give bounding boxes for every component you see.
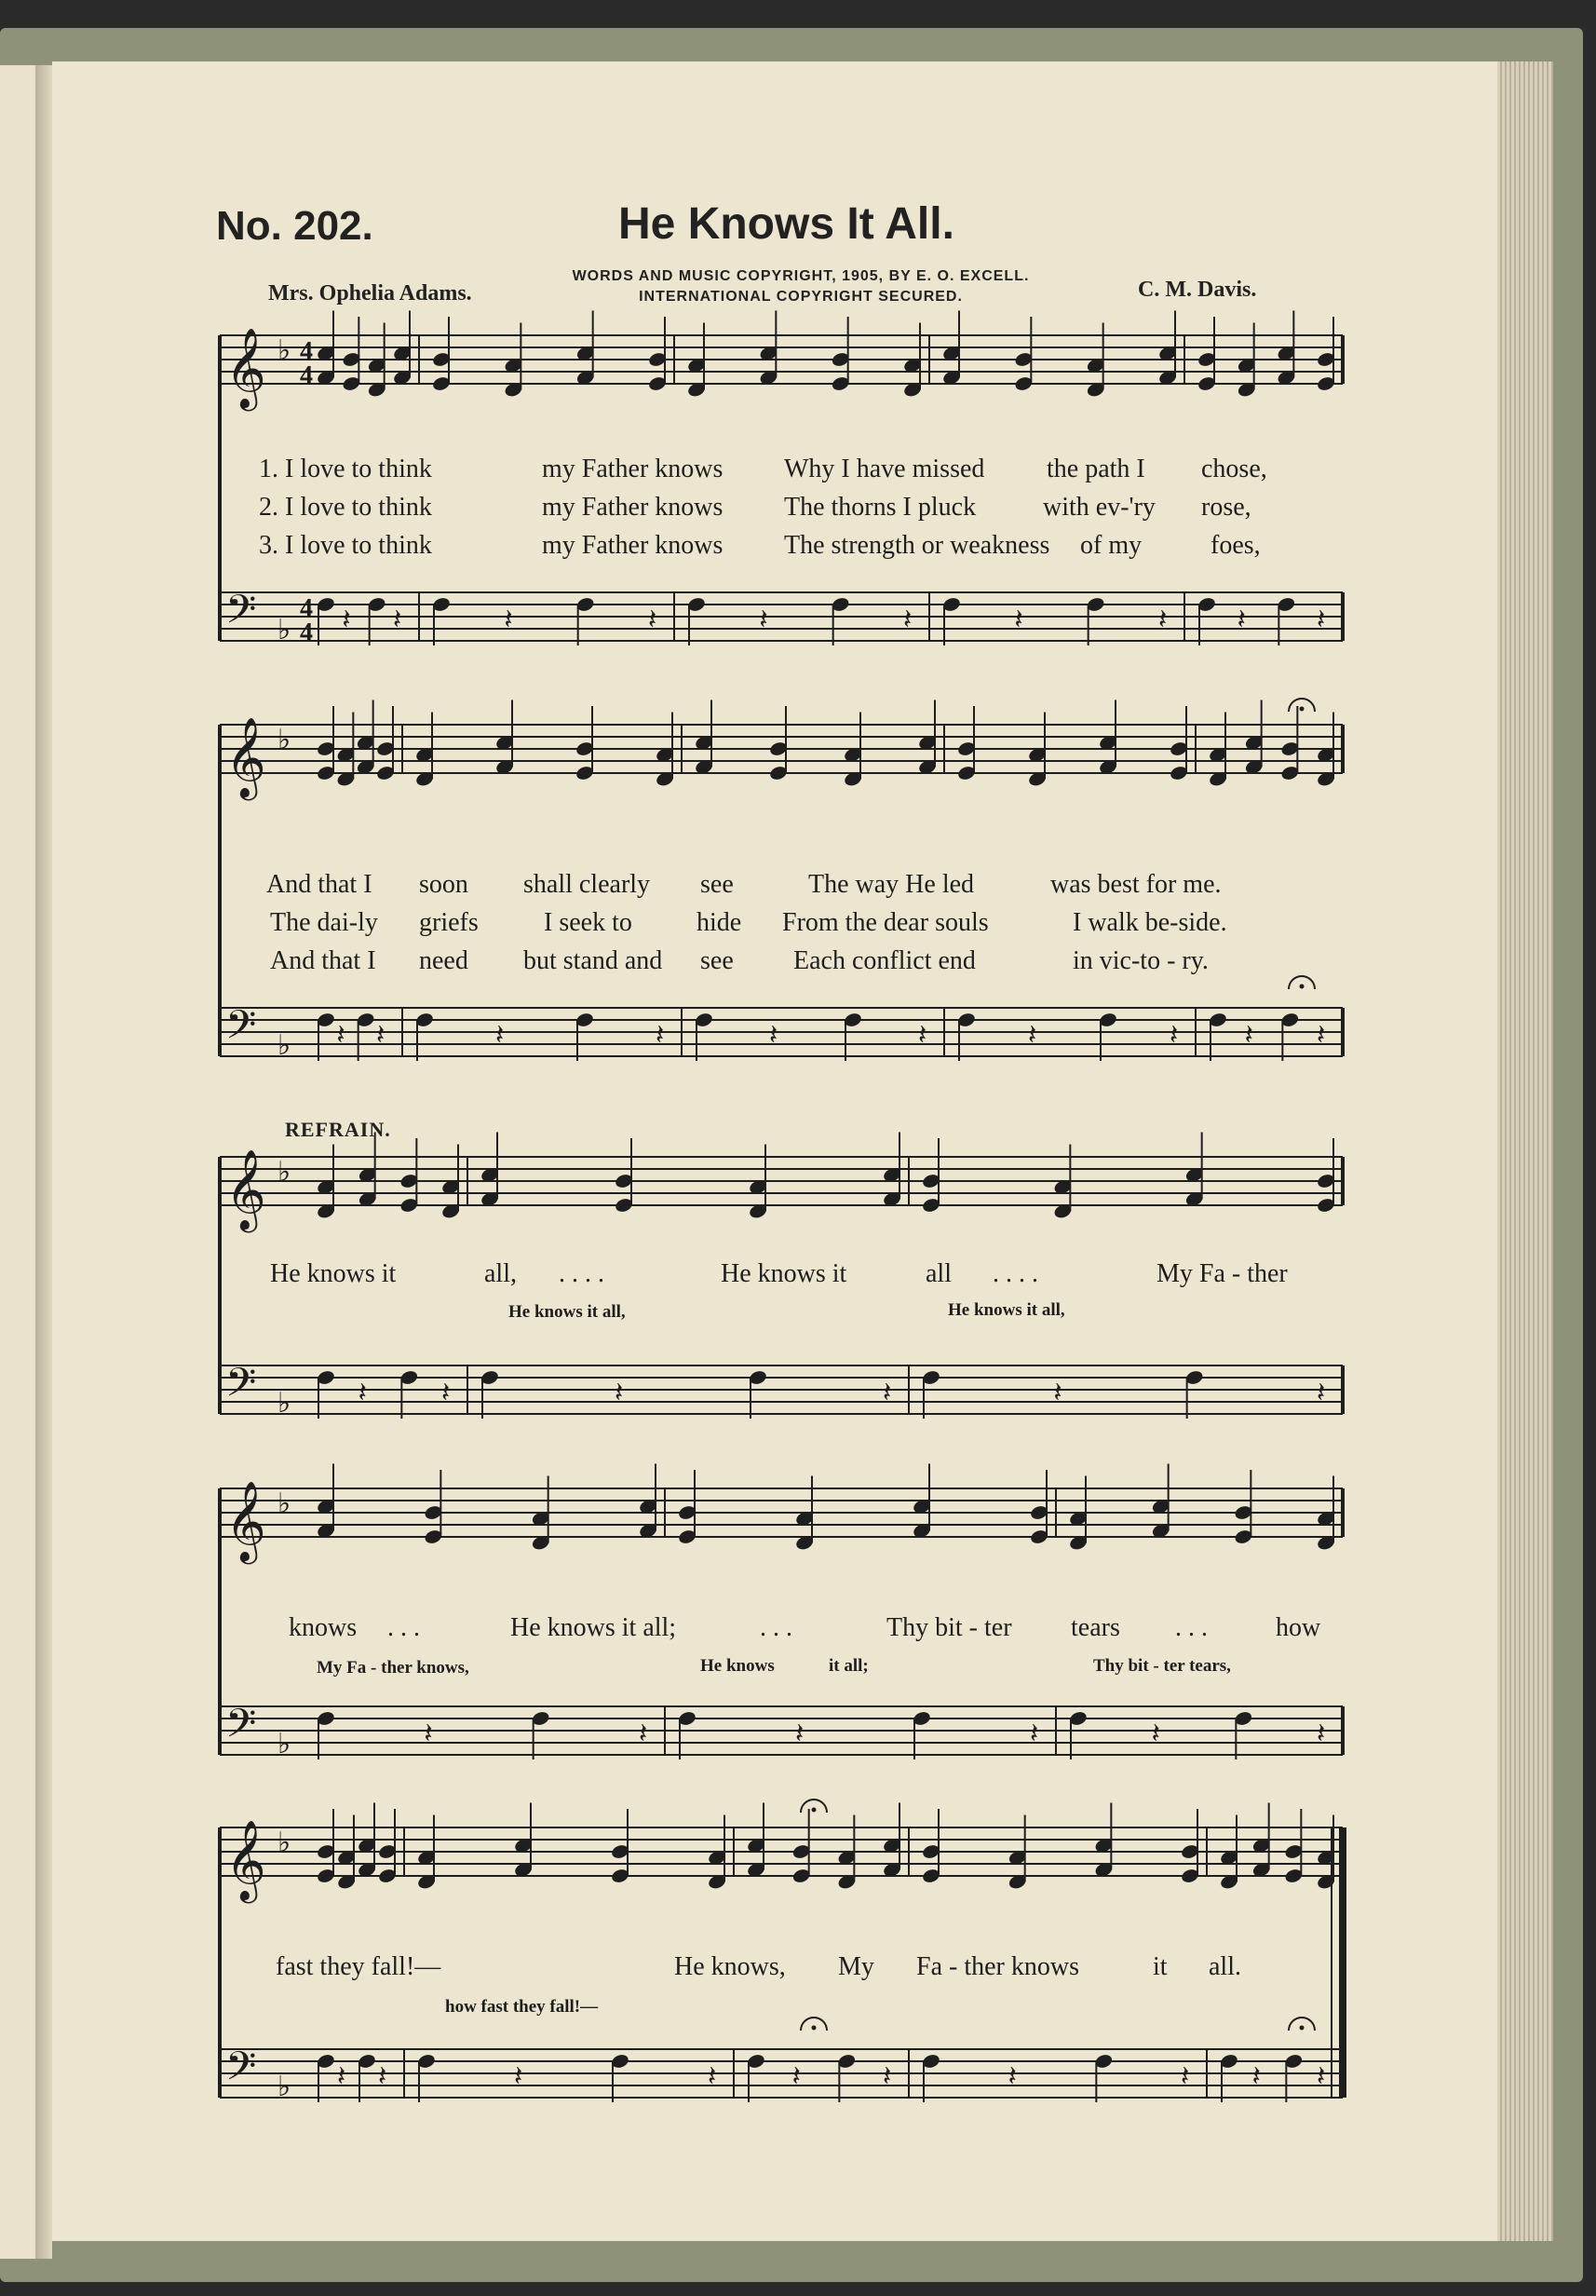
- rest-icon: 𝄽: [791, 2060, 801, 2093]
- lyric: And that I: [270, 946, 376, 975]
- rest-icon: 𝄽: [1014, 604, 1023, 636]
- rest-icon: 𝄽: [883, 1377, 892, 1409]
- rest-icon: 𝄽: [358, 1377, 367, 1409]
- hymn-number: No. 202.: [216, 203, 373, 249]
- lyric: Thy bit - ter: [886, 1613, 1012, 1642]
- rest-icon: 𝄽: [615, 1377, 624, 1409]
- hymn-title: He Knows It All.: [618, 199, 954, 249]
- time-signature: 4: [300, 618, 313, 647]
- lyric: chose,: [1201, 455, 1267, 483]
- bass-clef-icon: 𝄢: [225, 2044, 257, 2099]
- author-credit: Mrs. Ophelia Adams.: [268, 281, 472, 306]
- rest-icon: 𝄽: [342, 604, 351, 636]
- rest-icon: 𝄽: [656, 1019, 665, 1052]
- flat-icon: ♭: [277, 1488, 291, 1520]
- bass-clef-icon: 𝄢: [225, 587, 257, 643]
- lyric: I seek to: [544, 908, 632, 937]
- lyric: the path I: [1047, 455, 1145, 483]
- rest-icon: 𝄽: [708, 2060, 717, 2093]
- bass-lyric: it all;: [829, 1656, 869, 1676]
- rest-icon: 𝄽: [1317, 604, 1326, 636]
- flat-icon: ♭: [277, 614, 291, 646]
- rest-icon: 𝄽: [1151, 1718, 1160, 1750]
- lyric: how: [1276, 1613, 1321, 1642]
- rest-icon: 𝄽: [393, 604, 402, 636]
- flat-icon: ♭: [277, 2071, 291, 2103]
- rest-icon: 𝄽: [903, 604, 913, 636]
- rest-icon: 𝄽: [336, 1019, 345, 1052]
- rest-icon: 𝄽: [495, 1019, 505, 1052]
- lyric: shall clearly: [523, 870, 651, 899]
- lyric: And that I: [266, 870, 372, 899]
- lyric: fast they fall!—: [276, 1952, 441, 1981]
- time-signature: 4: [300, 337, 313, 366]
- lyric: all.: [1209, 1952, 1241, 1981]
- bass-clef-icon: 𝄢: [225, 1002, 257, 1058]
- rest-icon: 𝄽: [759, 604, 768, 636]
- rest-icon: 𝄽: [514, 2060, 523, 2093]
- lyric: in vic-to - ry.: [1073, 946, 1209, 975]
- lyric: . . . .: [993, 1259, 1038, 1288]
- lyric: My Fa - ther: [1156, 1259, 1288, 1288]
- lyric: He knows,: [674, 1952, 786, 1981]
- rest-icon: 𝄽: [1030, 1718, 1039, 1750]
- bass-lyric: My Fa - ther knows,: [317, 1658, 469, 1678]
- rest-icon: 𝄽: [1317, 1377, 1326, 1409]
- lyric: it: [1153, 1952, 1168, 1981]
- rest-icon: 𝄽: [1170, 1019, 1179, 1052]
- rest-icon: 𝄽: [1317, 2060, 1326, 2093]
- rest-icon: 𝄽: [1237, 604, 1246, 636]
- rest-icon: 𝄽: [769, 1019, 778, 1052]
- lyric: . . .: [1175, 1613, 1208, 1642]
- lyric: He knows it: [721, 1259, 847, 1288]
- lyric: The strength or weakness: [784, 531, 1050, 560]
- lyric: I walk be-side.: [1073, 908, 1227, 937]
- flat-icon: ♭: [277, 724, 291, 756]
- lyric: 1. I love to think: [259, 455, 432, 483]
- rest-icon: 𝄽: [1244, 1019, 1253, 1052]
- bass-clef-icon: 𝄢: [225, 1701, 257, 1757]
- flat-icon: ♭: [277, 1728, 291, 1760]
- lyric: foes,: [1211, 531, 1261, 560]
- rest-icon: 𝄽: [1251, 2060, 1261, 2093]
- treble-clef-icon: 𝄞: [225, 717, 266, 797]
- rest-icon: 𝄽: [1053, 1377, 1062, 1409]
- bass-lyric: Thy bit - ter tears,: [1093, 1656, 1231, 1676]
- lyric: my Father knows: [542, 531, 724, 560]
- rest-icon: 𝄽: [1181, 2060, 1190, 2093]
- lyric: soon: [419, 870, 468, 899]
- rest-icon: 𝄽: [639, 1718, 648, 1750]
- lyric: knows: [289, 1613, 358, 1642]
- flat-icon: ♭: [277, 1827, 291, 1859]
- lyric: my Father knows: [542, 493, 724, 522]
- lyric: The way He led: [808, 870, 975, 899]
- lyric: . . .: [387, 1613, 420, 1642]
- flat-icon: ♭: [277, 1156, 291, 1189]
- bass-lyric: He knows it all,: [508, 1302, 626, 1322]
- lyric: with ev-'ry: [1043, 493, 1156, 522]
- fermata-dot: [1300, 985, 1305, 989]
- lyric: but stand and: [523, 946, 663, 975]
- composer-credit: C. M. Davis.: [1138, 278, 1257, 302]
- refrain-label: REFRAIN.: [285, 1118, 391, 1141]
- copyright-line-2: INTERNATIONAL COPYRIGHT SECURED.: [639, 289, 963, 305]
- rest-icon: 𝄽: [918, 1019, 927, 1052]
- lyric: From the dear souls: [782, 908, 989, 937]
- rest-icon: 𝄽: [1317, 1019, 1326, 1052]
- rest-icon: 𝄽: [1028, 1019, 1037, 1052]
- lyric: . . .: [760, 1613, 792, 1642]
- lyric: My: [838, 1952, 874, 1981]
- bass-clef-icon: 𝄢: [225, 1360, 257, 1416]
- rest-icon: 𝄽: [378, 2060, 387, 2093]
- bass-lyric: He knows: [700, 1656, 775, 1676]
- lyric: griefs: [419, 908, 479, 937]
- lyric: He knows it all;: [510, 1613, 677, 1642]
- lyric: see: [700, 870, 734, 899]
- rest-icon: 𝄽: [424, 1718, 433, 1750]
- fermata-dot: [812, 2026, 817, 2031]
- bass-lyric: He knows it all,: [948, 1300, 1065, 1320]
- lyric: Fa - ther knows: [916, 1952, 1079, 1981]
- flat-icon: ♭: [277, 1387, 291, 1420]
- lyric: was best for me.: [1050, 870, 1222, 899]
- lyric: all,: [484, 1259, 517, 1288]
- lyric: my Father knows: [542, 455, 724, 483]
- lyric: all: [926, 1259, 952, 1288]
- lyric: hide: [697, 908, 742, 937]
- fermata-dot: [1300, 2026, 1305, 2031]
- rest-icon: 𝄽: [1158, 604, 1168, 636]
- rest-icon: 𝄽: [795, 1718, 805, 1750]
- lyric: need: [419, 946, 468, 975]
- lyric: 2. I love to think: [259, 493, 432, 522]
- lyric: see: [700, 946, 734, 975]
- lyric: 3. I love to think: [259, 531, 432, 560]
- lyric: of my: [1080, 531, 1143, 560]
- treble-clef-icon: 𝄞: [225, 1481, 266, 1561]
- rest-icon: 𝄽: [376, 1019, 385, 1052]
- rest-icon: 𝄽: [504, 604, 513, 636]
- time-signature: 4: [300, 594, 313, 623]
- treble-clef-icon: 𝄞: [225, 328, 266, 408]
- lyric: He knows it: [270, 1259, 397, 1288]
- flat-icon: ♭: [277, 1029, 291, 1062]
- rest-icon: 𝄽: [883, 2060, 892, 2093]
- rest-icon: 𝄽: [337, 2060, 346, 2093]
- lyric: Each conflict end: [793, 946, 976, 975]
- rest-icon: 𝄽: [1008, 2060, 1017, 2093]
- fermata-dot: [812, 1808, 817, 1813]
- treble-clef-icon: 𝄞: [225, 1820, 266, 1900]
- lyric: Why I have missed: [784, 455, 985, 483]
- lyric: tears: [1071, 1613, 1120, 1642]
- lyric: The dai-ly: [270, 908, 378, 937]
- lyric: . . . .: [559, 1259, 604, 1288]
- time-signature: 4: [300, 361, 313, 390]
- flat-icon: ♭: [277, 334, 291, 367]
- copyright-line-1: WORDS AND MUSIC COPYRIGHT, 1905, BY E. O. EXCELL.: [572, 268, 1030, 284]
- rest-icon: 𝄽: [648, 604, 657, 636]
- rest-icon: 𝄽: [441, 1377, 451, 1409]
- lyric: The thorns I pluck: [784, 493, 977, 522]
- treble-clef-icon: 𝄞: [225, 1149, 266, 1230]
- fermata-dot: [1300, 707, 1305, 712]
- rest-icon: 𝄽: [1317, 1718, 1326, 1750]
- lyric: rose,: [1201, 493, 1251, 522]
- bass-lyric: how fast they fall!—: [445, 1997, 599, 2017]
